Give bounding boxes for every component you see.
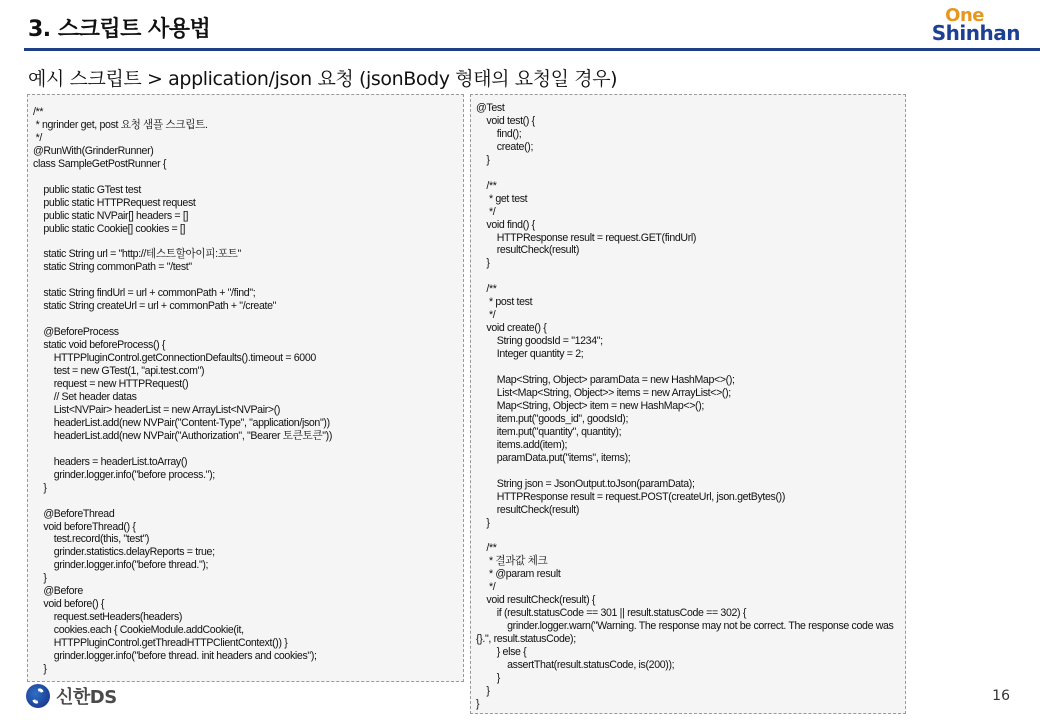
logo-one-text: One [945, 5, 984, 26]
shinhan-mark-icon [26, 684, 50, 708]
page-title: 3. 스크립트 사용법 [28, 17, 211, 42]
logo-shinhan-text: Shinhan [931, 21, 1020, 45]
footer-logo-text: 신한DS [56, 687, 117, 708]
section-subtitle: 예시 스크립트 > application/json 요청 (jsonBody 형태의 요청일 경우) [28, 68, 618, 90]
one-shinhan-logo [910, 5, 1020, 45]
code-block-right [470, 94, 906, 714]
code-text-left: /** * ngrinder get, post 요청 샘플 스크립트. */ @RunWith(GrinderRunner) class SampleGetPostRunner { public static GTest test public static HTTPRequest request public static NVPair[] headers = [] public static Cookie[] cookies = [] static String url = "http://테스트할아이피:포트" static String commonPath = "/test" static String findUrl = url + commonPath + "/find"; static String createUrl = url + commonPath + "/create" @BeforeProcess static void beforeProcess() { HTTPPluginControl.getConnectionDefaults().timeout = 6000 test = new GTest(1, "api.test.com") request = new HTTPRequest() // Set header datas List<NVPair> headerList = new ArrayList<NVPair>() headerList.add(new NVPair("Content-Type", "application/json")) headerList.add(new NVPair("Authorization", "Bearer 토큰토큰")) headers = headerList.toArray() grinder.logger.info("before process."); } @BeforeThread void beforeThread() { test.record(this, "test") grinder.statistics.delayReports = true; grinder.logger.info("before thread."); } @Before void before() { request.setHeaders(headers) cookies.each { CookieModule.addCookie(it, HTTPPluginControl.getThreadHTTPClientContext()) } grinder.logger.info("before thread. init headers and cookies"); } [33, 106, 333, 675]
title-divider [24, 48, 1040, 51]
code-text-right: @Test void test() { find(); create(); } /** * get test */ void find() { HTTPResponse result = request.GET(findUrl) resultCheck(result) } /** * post test */ void create() { String goodsId = "1234"; Integer quantity = 2; Map<String, Object> paramData = new HashMap<>(); List<Map<String, Object>> items = new ArrayList<>(); Map<String, Object> item = new HashMap<>(); item.put("goods_id", goodsId); item.put("quantity", quantity); items.add(item); paramData.put("items", items); String json = JsonOutput.toJson(paramData); HTTPResponse result = request.POST(createUrl, json.getBytes()) resultCheck(result) } /** * 결과값 체크 * @param result */ void resultCheck(result) { if (result.statusCode == 301 || result.statusCode == 302) { grinder.logger.warn("Warning. The response may not be correct. The response code was {}.", result.statusCode); } else { assertThat(result.statusCode, is(200)); } } } [476, 102, 894, 710]
page-number: 16 [992, 688, 1010, 704]
code-block-left [27, 94, 464, 682]
shinhan-ds-logo [26, 682, 117, 710]
